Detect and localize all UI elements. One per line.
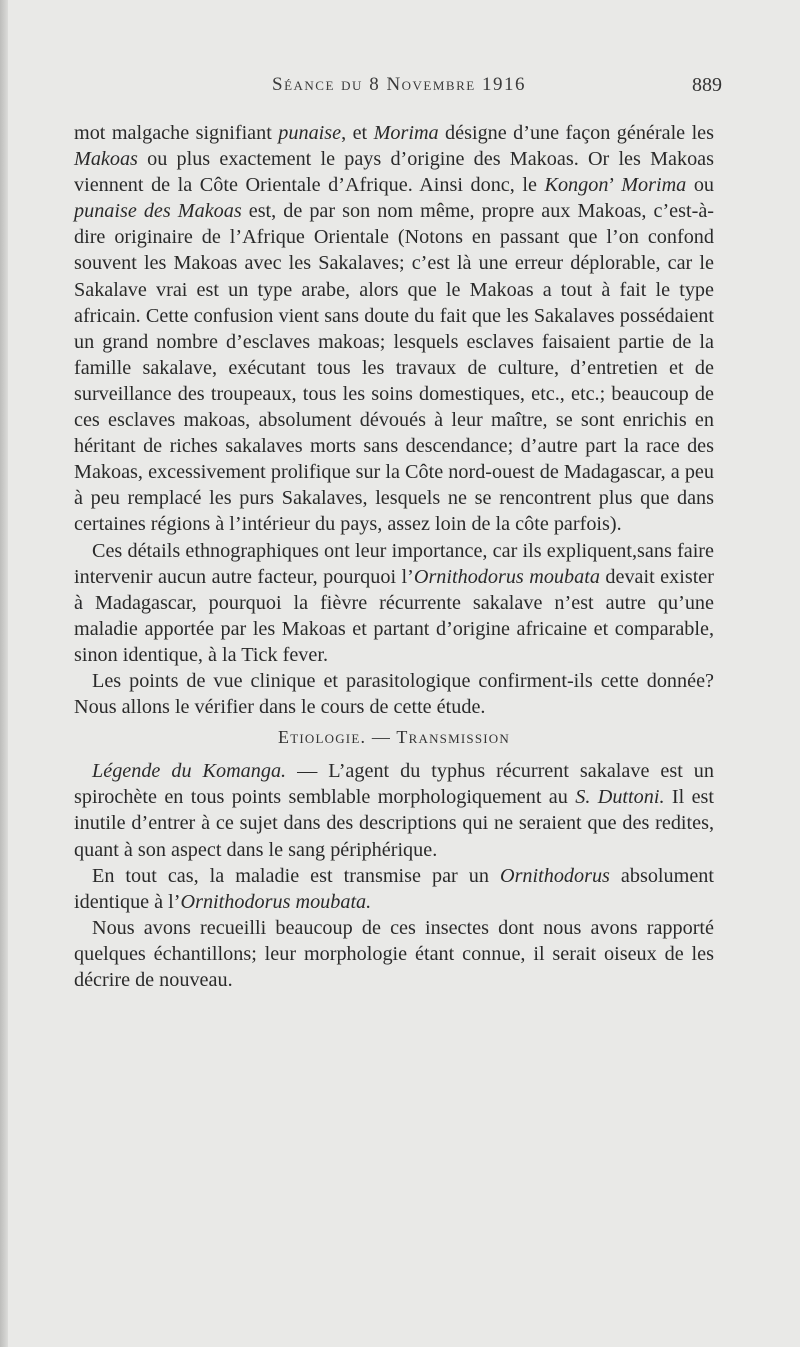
text-run: ou plus exactement le pays d’origine des Makoas. Or les Makoas viennent de la Côte Orientale d’Afrique. Ainsi donc, le bbox=[74, 148, 714, 197]
section-heading: Etiologie. — Transmission bbox=[278, 727, 510, 748]
text-run: Il est inutile d’entrer à ce sujet dans des descriptions qui ne seraient que des redites, quant à son aspect dans le sang périphérique. bbox=[74, 786, 715, 861]
italic-run: S. Duttoni. bbox=[575, 786, 665, 809]
italic-run: punaise bbox=[278, 122, 342, 144]
italic-run: Morima bbox=[621, 174, 687, 197]
text-run: ou bbox=[686, 174, 715, 197]
italic-run: Morima bbox=[373, 122, 439, 144]
text-run: Nous avons recueilli beaucoup de ces insectes dont nous avons rapporté quelques échantillons; leur morphologie étant connue, il serait oiseux de les décrire de nouveau. bbox=[74, 916, 714, 991]
page-edge bbox=[0, 0, 8, 1347]
italic-run: Légende du Komanga. bbox=[92, 760, 287, 783]
body-text bbox=[74, 120, 714, 993]
text-run: absolument identique à l’ bbox=[74, 864, 715, 913]
italic-run: Kongon bbox=[544, 174, 609, 197]
italic-run: Ornithodorus moubata bbox=[413, 565, 600, 588]
page-header bbox=[74, 74, 724, 102]
paragraph bbox=[74, 863, 714, 915]
paragraph bbox=[74, 758, 714, 862]
paragraph bbox=[74, 120, 714, 538]
text-run: mot malgache signifiant bbox=[74, 122, 279, 144]
page-number: 889 bbox=[692, 74, 722, 96]
paragraph bbox=[74, 915, 714, 993]
italic-run: Ornithodorus moubata. bbox=[180, 890, 372, 913]
text-run: Ces détails ethnographiques ont leur importance, car ils expliquent,sans faire intervenir aucun autre facteur, pourquoi l’ bbox=[74, 539, 714, 588]
text-run: En tout cas, la maladie est transmise par un bbox=[92, 864, 500, 887]
italic-run: punaise des Makoas bbox=[74, 200, 242, 223]
text-run: — L’agent du typhus récurrent sakalave est un spirochète en tous points semblable morphologiquement au bbox=[74, 760, 714, 809]
paragraph bbox=[74, 668, 714, 720]
italic-run: Makoas bbox=[74, 148, 138, 171]
running-head: Séance du 8 Novembre 1916 bbox=[272, 74, 526, 95]
text-run: devait exister à Madagascar, pourquoi la fièvre récurrente sakalave n’est autre qu’une maladie apportée par les Makoas et partant d’origine africaine et comparable, sinon identique, à la Tick fever. bbox=[74, 565, 714, 666]
italic-run: Ornithodorus bbox=[499, 864, 610, 887]
text-run: , et bbox=[341, 122, 374, 144]
text-run: ’ bbox=[608, 174, 622, 197]
text-run: désigne d’une façon générale les bbox=[438, 122, 714, 144]
text-run: Les points de vue clinique et parasitologique confirment-ils cette donnée? Nous allons le vérifier dans le cours de cette étude. bbox=[74, 669, 714, 719]
paragraph bbox=[74, 538, 714, 668]
text-run: est, de par son nom même, propre aux Makoas, c’est-à-dire originaire de l’Afrique Orientale (Notons en passant que l’on confond souvent les Makoas avec les Sakalaves; c’est là une erreur déplorable, car le Sakalave vrai est un type arabe, alors que le Makoas a tout à fait le type africain. Cette confusion vient sans doute du fait que les Sakalaves possédaient un grand nombre d’esclaves makoas; lesquels esclaves faisaient partie de la famille sakalave, exécutant tous les travaux de culture, d’entretien et de surveillance des troupeaux, tous les soins domestiques, etc., etc.; beaucoup de ces esclaves makoas, absolument dévoués à leur maître, se sont enrichis en héritant de riches sakalaves morts sans descendance; d’autre part la race des Makoas, excessivement prolifique sur la Côte nord-ouest de Madagascar, a peu à peu remplacé les purs Sakalaves, lesquels ne se rencontrent plus que dans certaines régions à l’intérieur du pays, assez loin de la côte parfois). bbox=[74, 200, 714, 536]
